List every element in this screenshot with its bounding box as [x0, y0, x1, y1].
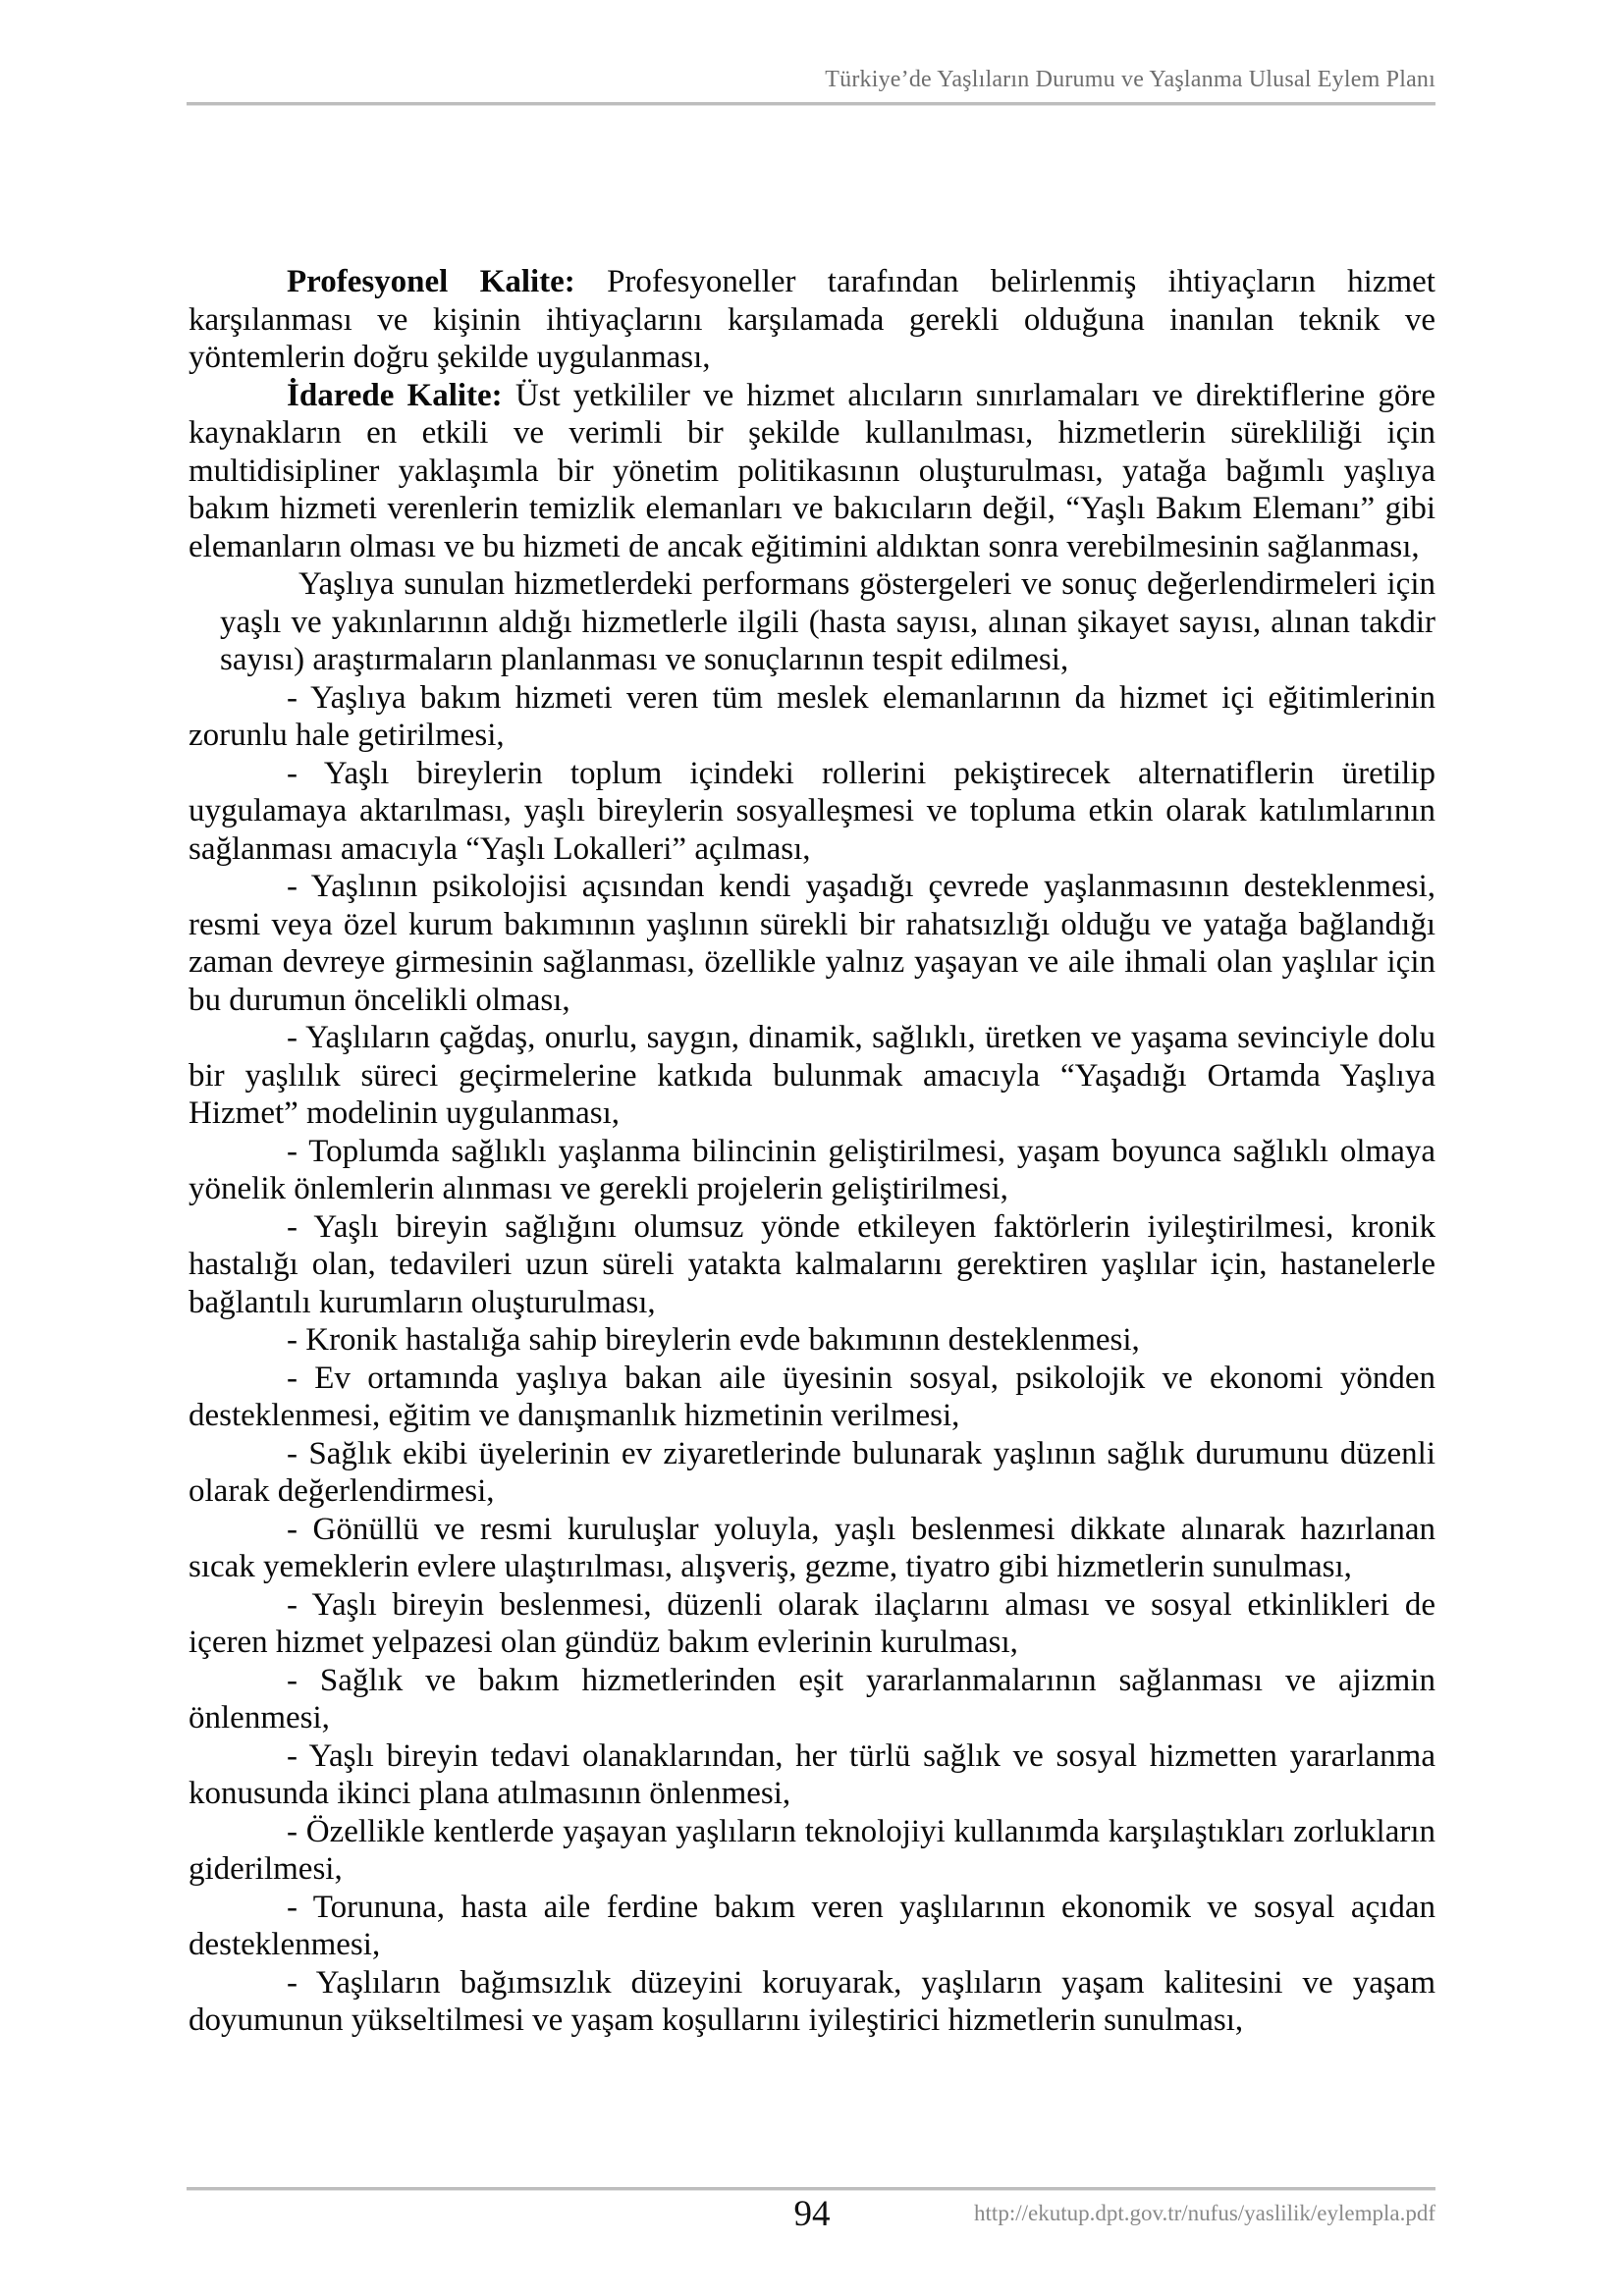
footer-url[interactable]: http://ekutup.dpt.gov.tr/nufus/yaslilik/eylempla.pdf: [974, 2201, 1435, 2225]
page-number: 94: [793, 2194, 831, 2234]
paragraph: [189, 868, 1435, 1019]
paragraph-text: - Özellikle kentlerde yaşayan yaşlıların teknolojiyi kullanımda karşılaştıkları zorlukların giderilmesi,: [189, 1813, 1435, 1887]
paragraph: [189, 1737, 1435, 1813]
paragraph-text: - Sağlık ekibi üyelerinin ev ziyaretlerinde bulunarak yaşlının sağlık durumunu düzenli olarak değerlendirmesi,: [189, 1435, 1435, 1509]
paragraph: [189, 1586, 1435, 1662]
header-rule: [187, 102, 1435, 106]
paragraph-text: - Kronik hastalığa sahip bireylerin evde bakımının desteklenmesi,: [287, 1322, 1140, 1358]
paragraph-text: - Torununa, hasta aile ferdine bakım veren yaşlılarının ekonomik ve sosyal açıdan desteklenmesi,: [189, 1889, 1435, 1962]
paragraph-text: - Yaşlı bireylerin toplum içindeki rollerini pekiştirecek alternatiflerin üretilip uygulamaya aktarılması, yaşlı bireylerin sosyalleşmesi ve topluma etkin olarak katılımlarının sağlanması amacıyla “Yaşlı Lokalleri” açılması,: [189, 755, 1435, 867]
paragraph: [189, 1360, 1435, 1435]
paragraph-lead: Profesyonel Kalite:: [287, 264, 575, 299]
paragraph: [189, 1813, 1435, 1889]
paragraph: [189, 1662, 1435, 1737]
paragraph-text: - Yaşlının psikolojisi açısından kendi yaşadığı çevrede yaşlanmasının desteklenmesi, resmi veya özel kurum bakımının yaşlının sürekli bir rahatsızlığı olduğu ve yatağa bağlandığı zaman devreye girmesinin sağlanması, özellikle yalnız yaşayan ve aile ihmali olan yaşlılar için bu durumun öncelikli olması,: [189, 869, 1435, 1018]
paragraph: [189, 679, 1435, 755]
paragraph: [189, 1208, 1435, 1322]
footer-rule: [187, 2187, 1435, 2191]
paragraph: [189, 377, 1435, 566]
paragraph-text: Yaşlıya sunulan hizmetlerdeki performans göstergeleri ve sonuç değerlendirmeleri için yaşlı ve yakınlarının aldığı hizmetlerle ilgili (hasta sayısı, alınan şikayet sayısı, alınan takdir sayısı) araştırmaların planlanması ve sonuçlarının tespit edilmesi,: [220, 566, 1435, 677]
document-body: [189, 263, 1435, 2040]
paragraph-text: - Toplumda sağlıklı yaşlanma bilincinin geliştirilmesi, yaşam boyunca sağlıklı olmaya yönelik önlemlerin alınması ve gerekli projelerin geliştirilmesi,: [189, 1133, 1435, 1206]
paragraph-text: - Yaşlı bireyin beslenmesi, düzenli olarak ilaçlarını alması ve sosyal etkinlikleri de içeren hizmet yelpazesi olan gündüz bakım evlerinin kurulması,: [189, 1586, 1435, 1660]
paragraph: [220, 565, 1435, 679]
paragraph: [189, 1435, 1435, 1511]
paragraph-lead: İdarede Kalite:: [287, 377, 503, 413]
paragraph-text: - Yaşlıların çağdaş, onurlu, saygın, dinamik, sağlıklı, üretken ve yaşama sevinciyle dolu bir yaşlılık süreci geçirmelerine katkıda bulunmak amacıyla “Yaşadığı Ortamda Yaşlıya Hizmet” modelinin uygulanması,: [189, 1020, 1435, 1131]
paragraph-text: - Ev ortamında yaşlıya bakan aile üyesinin sosyal, psikolojik ve ekonomi yönden desteklenmesi, eğitim ve danışmanlık hizmetinin verilmesi,: [189, 1360, 1435, 1433]
paragraph: [189, 1321, 1435, 1360]
paragraph-text: Profesyoneller tarafından belirlenmiş ihtiyaçların hizmet karşılanması ve kişinin ihtiyaçlarını karşılamada gerekli olduğuna inanılan teknik ve yöntemlerin doğru şekilde uygulanması,: [189, 264, 1435, 375]
paragraph: [189, 1019, 1435, 1133]
paragraph: [189, 1511, 1435, 1586]
paragraph: [189, 1889, 1435, 1964]
paragraph: [189, 1964, 1435, 2040]
paragraph-text: - Yaşlı bireyin tedavi olanaklarından, her türlü sağlık ve sosyal hizmetten yararlanma konusunda ikinci plana atılmasının önlenmesi,: [189, 1737, 1435, 1811]
header-title: Türkiye’de Yaşlıların Durumu ve Yaşlanma Ulusal Eylem Planı: [825, 67, 1435, 92]
paragraph: [189, 755, 1435, 869]
paragraph-text: - Yaşlıların bağımsızlık düzeyini koruyarak, yaşlıların yaşam kalitesini ve yaşam doyumunun yükseltilmesi ve yaşam koşullarını iyileştirici hizmetlerin sunulması,: [189, 1964, 1435, 2038]
paragraph-text: - Sağlık ve bakım hizmetlerinden eşit yararlanmalarının sağlanması ve ajizmin önlenmesi,: [189, 1662, 1435, 1735]
paragraph-text: - Gönüllü ve resmi kuruluşlar yoluyla, yaşlı beslenmesi dikkate alınarak hazırlanan sıcak yemeklerin evlere ulaştırılması, alışveriş, gezme, tiyatro gibi hizmetlerin sunulması,: [189, 1511, 1435, 1584]
paragraph-text: - Yaşlı bireyin sağlığını olumsuz yönde etkileyen faktörlerin iyileştirilmesi, kronik hastalığı olan, tedavileri uzun süreli yatakta kalmalarını gerektiren yaşlılar için, hastanelerle bağlantılı kurumların oluşturulması,: [189, 1208, 1435, 1320]
paragraph: [189, 263, 1435, 377]
paragraph-text: - Yaşlıya bakım hizmeti veren tüm meslek elemanlarının da hizmet içi eğitimlerinin zorunlu hale getirilmesi,: [189, 679, 1435, 753]
paragraph: [189, 1133, 1435, 1208]
paragraph-text: Üst yetkililer ve hizmet alıcıların sınırlamaları ve direktiflerine göre kaynakların en etkili ve verimli bir şekilde kullanılması, hizmetlerin sürekliliği için multidisipliner yaklaşımla bir yönetim politikasının oluşturulması, yatağa bağımlı yaşlıya bakım hizmeti verenlerin temizlik elemanları ve bakıcıların değil, “Yaşlı Bakım Elemanı” gibi elemanların olması ve bu hizmeti de ancak eğitimini aldıktan sonra verebilmesinin sağlanması,: [189, 377, 1435, 564]
